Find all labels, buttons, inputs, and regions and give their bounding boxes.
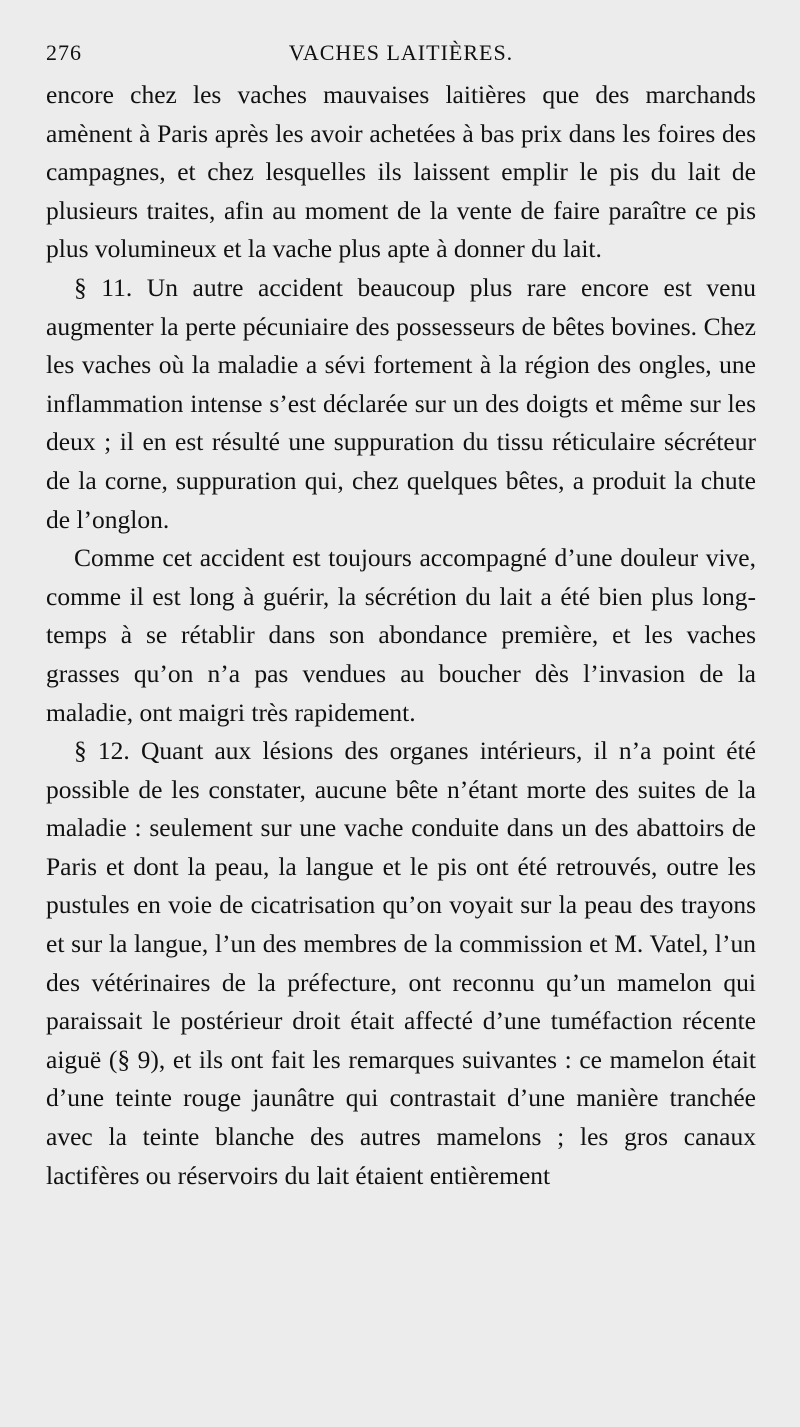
body-text [46, 76, 756, 1195]
paragraph-accident: Comme cet accident est toujours accompagné d’une douleur vive, comme il est long à guérir, la sécrétion du lait a été bien plus long-temps à se rétablir dans son abondance première, et les vaches grasses qu’on n’a pas vendues au boucher dès l’invasion de la maladie, ont maigri très rapidement. [46, 543, 756, 727]
running-head: VACHES LAITIÈRES. [288, 40, 514, 65]
paragraph-section-12: § 12. Quant aux lésions des organes intérieurs, il n’a point été possible de les constater, aucune bête n’étant morte des suites de la maladie : seulement sur une vache conduite dans un des abattoirs de Paris et dont la peau, la langue et le pis ont été retrouvés, outre les pustules en voie de cicatrisation qu’on voyait sur la peau des trayons et sur la langue, l’un des membres de la commission et M. Vatel, l’un des vétérinaires de la préfecture, ont reconnu qu’un mamelon qui paraissait le postérieur droit était affecté d’une tuméfaction récente aiguë (§ 9), et ils ont fait les remarques suivantes : ce mamelon était d’une teinte rouge jaunâtre qui contrastait d’une manière tranchée avec la teinte blanche des autres mamelons ; les gros canaux lactifères ou réservoirs du lait étaient entièrement [46, 736, 756, 1190]
paragraph-continuation: encore chez les vaches mauvaises laitières que des marchands amènent à Paris après les avoir achetées à bas prix dans les foires des campagnes, et chez lesquelles ils laissent emplir le pis du lait de plusieurs traites, afin au moment de la vente de faire paraître ce pis plus volumineux et la vache plus apte à donner du lait. [46, 80, 756, 264]
page-header [46, 36, 756, 76]
page-number: 276 [46, 40, 82, 65]
paragraph-section-11: § 11. Un autre accident beaucoup plus rare encore est venu augmenter la perte pécuniaire des possesseurs de bêtes bovines. Chez les vaches où la maladie a sévi fortement à la région des ongles, une inflammation intense s’est déclarée sur un des doigts et même sur les deux ; il en est résulté une suppuration du tissu réticulaire sécréteur de la corne, suppuration qui, chez quelques bêtes, a produit la chute de l’onglon. [46, 272, 756, 534]
